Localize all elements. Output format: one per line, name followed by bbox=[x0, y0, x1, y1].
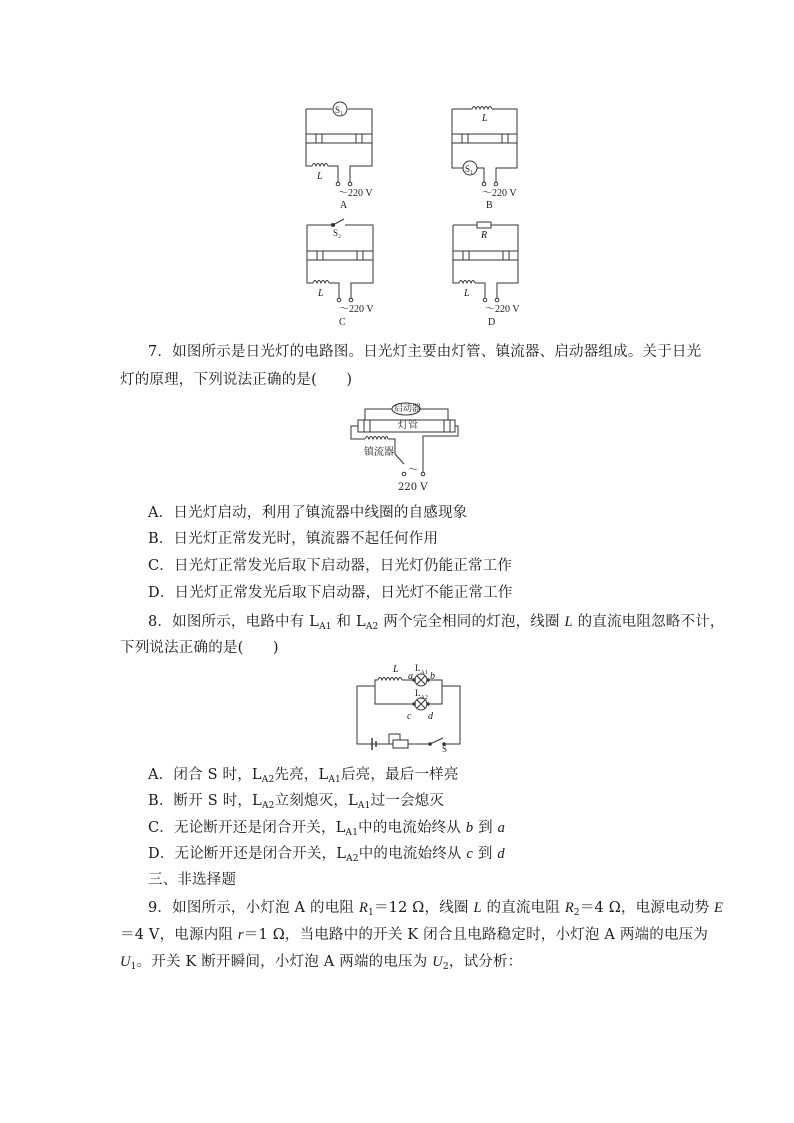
switch-label: S bbox=[442, 744, 448, 754]
figure-label-a: A bbox=[340, 200, 348, 211]
coil-label: L bbox=[393, 664, 399, 675]
node-c-label: c bbox=[407, 711, 412, 722]
starter-label-a: S₁ bbox=[335, 105, 344, 115]
voltage-label-c: ～220 V bbox=[339, 304, 374, 315]
q9-line3: $U_1$。开关 K 断开瞬间，小灯泡 A 两端的电压为 $U_2$，试分析： bbox=[120, 954, 523, 972]
q8-option-c: C．无论断开还是闭合开关，$L_{A1}$中的电流始终从 b 到 a bbox=[148, 820, 506, 838]
coil-label-a: L bbox=[317, 171, 323, 182]
q9-line1: 9．如图所示，小灯泡 A 的电阻 $R_1=12$ Ω，线圈 L 的直流电阻 $R_2=4$ Ω，电源电动势 E bbox=[148, 900, 724, 918]
voltage-label-b: ～220 V bbox=[482, 188, 517, 199]
switch-label-c: S₂ bbox=[333, 228, 342, 238]
q7-stem-line1: 7．如图所示是日光灯的电路图。日光灯主要由灯管、镇流器、启动器组成。关于日光 bbox=[148, 344, 702, 360]
starter-label: 启动器 bbox=[394, 404, 422, 414]
node-a-label: a bbox=[408, 671, 413, 682]
q8-stem-line2: 下列说法正确的是( ) bbox=[120, 640, 279, 656]
q7-option-d: D．日光灯正常发光后取下启动器，日光灯不能正常工作 bbox=[148, 585, 513, 601]
node-b-label: b bbox=[430, 671, 435, 682]
section-heading: 三、非选择题 bbox=[148, 872, 237, 888]
coil-label-d: L bbox=[464, 288, 470, 299]
lamp2-label: $L_{A2}$ bbox=[415, 688, 428, 701]
node-d-label: d bbox=[428, 711, 433, 722]
q8-figure-labels bbox=[0, 658, 794, 754]
voltage-label-a: ～220 V bbox=[338, 188, 373, 199]
q9-line2: ＝4 V，电源内阻 r＝1 Ω，当电路中的开关 K 闭合且电路稳定时，小灯泡 A 两端的电压为 bbox=[120, 927, 709, 943]
figure-label-d: D bbox=[488, 317, 496, 328]
lamp1-label: $L_{A1}$ bbox=[415, 663, 428, 676]
voltage-label-d: ～220 V bbox=[485, 304, 520, 315]
starter-label-b: S₁ bbox=[465, 164, 474, 174]
q8-stem-line1: 8．如图所示，电路中有 $L_{A1}$ 和 $L_{A2}$ 两个完全相同的灯泡，线圈 L 的直流电阻忽略不计， bbox=[148, 614, 725, 632]
figure-circuit-options bbox=[0, 0, 794, 340]
ballast-label: 镇流器 bbox=[364, 447, 394, 458]
q8-option-a: A．闭合 S 时，$L_{A2}$先亮，$L_{A1}$后亮，最后一样亮 bbox=[148, 767, 459, 785]
coil-label-c: L bbox=[318, 288, 324, 299]
tube-label: 灯管 bbox=[398, 420, 418, 431]
figure-label-b: B bbox=[486, 200, 493, 211]
ac-symbol: ～ bbox=[408, 465, 418, 476]
voltage-label: 220 V bbox=[398, 482, 428, 493]
q7-option-c: C．日光灯正常发光后取下启动器，日光灯仍能正常工作 bbox=[148, 558, 513, 574]
q7-stem-line2: 灯的原理，下列说法正确的是( ) bbox=[120, 372, 353, 388]
figure-label-c: C bbox=[339, 317, 346, 328]
q7-option-b: B．日光灯正常发光时，镇流器不起任何作用 bbox=[148, 531, 439, 547]
q7-figure-labels bbox=[0, 392, 794, 502]
q8-option-b: B．断开 S 时，$L_{A2}$立刻熄灭，$L_{A1}$过一会熄灭 bbox=[148, 793, 445, 811]
q7-option-a: A．日光灯启动，利用了镇流器中线圈的自感现象 bbox=[148, 505, 468, 521]
q8-option-d: D．无论断开还是闭合开关，$L_{A2}$中的电流始终从 c 到 d bbox=[148, 846, 505, 864]
coil-label-b: L bbox=[482, 113, 488, 124]
resistor-label-d: R bbox=[481, 230, 488, 241]
